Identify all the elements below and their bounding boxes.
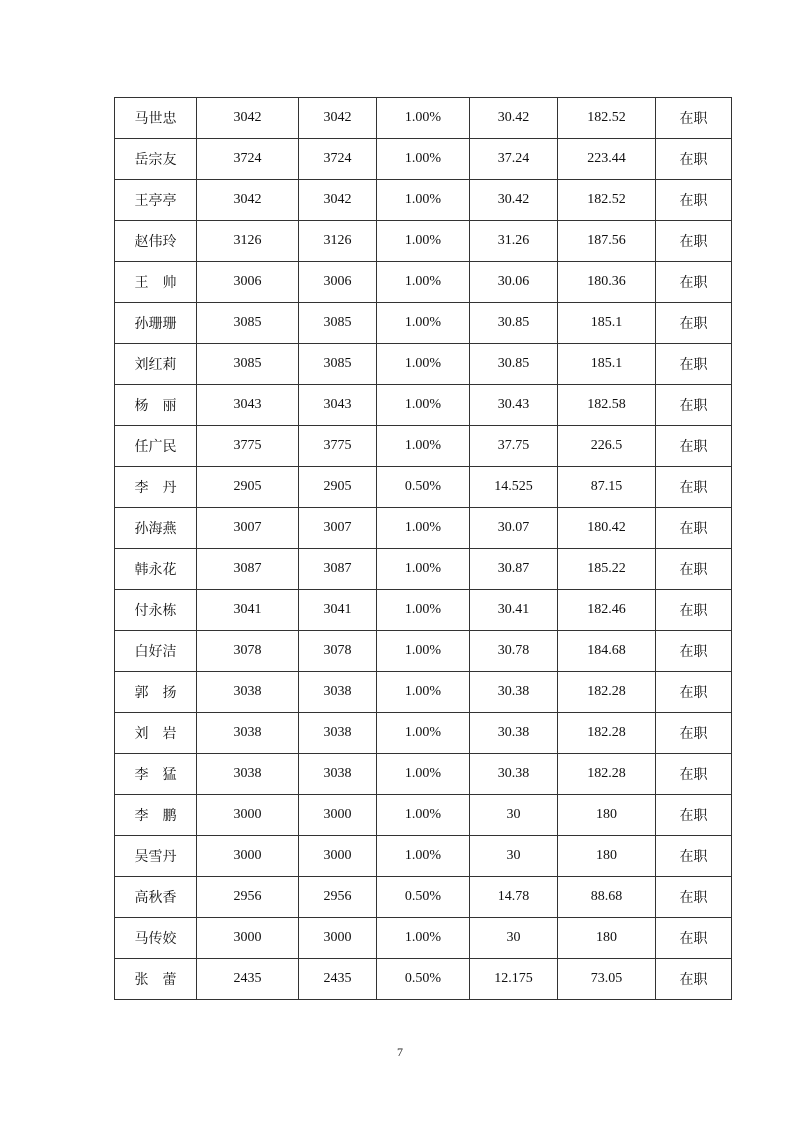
cell-status: 在职 xyxy=(656,467,732,508)
cell-status: 在职 xyxy=(656,98,732,139)
cell-monthly: 30.38 xyxy=(470,713,558,754)
cell-status: 在职 xyxy=(656,262,732,303)
cell-rate: 1.00% xyxy=(377,426,470,467)
table-row xyxy=(115,631,732,672)
cell-total: 180 xyxy=(558,795,656,836)
cell-monthly: 30.78 xyxy=(470,631,558,672)
cell-monthly: 30.41 xyxy=(470,590,558,631)
cell-monthly: 30 xyxy=(470,918,558,959)
cell-status: 在职 xyxy=(656,590,732,631)
cell-name: 付永栋 xyxy=(115,590,197,631)
cell-total: 226.5 xyxy=(558,426,656,467)
cell-status: 在职 xyxy=(656,631,732,672)
cell-total: 185.1 xyxy=(558,303,656,344)
cell-name: 岳宗友 xyxy=(115,139,197,180)
cell-monthly: 30.42 xyxy=(470,180,558,221)
cell-status: 在职 xyxy=(656,877,732,918)
cell-total: 182.28 xyxy=(558,713,656,754)
cell-base: 3087 xyxy=(197,549,299,590)
cell-status: 在职 xyxy=(656,139,732,180)
cell-status: 在职 xyxy=(656,959,732,1000)
cell-name: 王 帅 xyxy=(115,262,197,303)
cell-monthly: 37.24 xyxy=(470,139,558,180)
cell-rate: 1.00% xyxy=(377,795,470,836)
cell-rate: 1.00% xyxy=(377,713,470,754)
table-row xyxy=(115,836,732,877)
cell-rate: 1.00% xyxy=(377,139,470,180)
cell-rate: 1.00% xyxy=(377,672,470,713)
cell-amount: 3006 xyxy=(299,262,377,303)
cell-total: 182.46 xyxy=(558,590,656,631)
cell-base: 3043 xyxy=(197,385,299,426)
cell-total: 182.28 xyxy=(558,672,656,713)
cell-amount: 3724 xyxy=(299,139,377,180)
cell-total: 182.28 xyxy=(558,754,656,795)
table-row xyxy=(115,303,732,344)
cell-name: 赵伟玲 xyxy=(115,221,197,262)
cell-rate: 1.00% xyxy=(377,98,470,139)
cell-status: 在职 xyxy=(656,344,732,385)
cell-total: 185.22 xyxy=(558,549,656,590)
cell-monthly: 30.85 xyxy=(470,303,558,344)
page-number: 7 xyxy=(397,1045,403,1059)
cell-monthly: 30.06 xyxy=(470,262,558,303)
cell-monthly: 30.87 xyxy=(470,549,558,590)
cell-base: 3085 xyxy=(197,303,299,344)
cell-amount: 3000 xyxy=(299,795,377,836)
cell-base: 2956 xyxy=(197,877,299,918)
cell-total: 180 xyxy=(558,836,656,877)
cell-amount: 3038 xyxy=(299,672,377,713)
cell-name: 任广民 xyxy=(115,426,197,467)
cell-total: 187.56 xyxy=(558,221,656,262)
cell-base: 3085 xyxy=(197,344,299,385)
table-row xyxy=(115,139,732,180)
cell-total: 182.52 xyxy=(558,180,656,221)
cell-rate: 1.00% xyxy=(377,754,470,795)
cell-total: 73.05 xyxy=(558,959,656,1000)
cell-base: 2435 xyxy=(197,959,299,1000)
table-row xyxy=(115,795,732,836)
cell-monthly: 37.75 xyxy=(470,426,558,467)
cell-status: 在职 xyxy=(656,549,732,590)
cell-base: 3000 xyxy=(197,795,299,836)
cell-base: 3038 xyxy=(197,672,299,713)
cell-name: 郭 扬 xyxy=(115,672,197,713)
cell-total: 180 xyxy=(558,918,656,959)
cell-base: 3006 xyxy=(197,262,299,303)
table-row xyxy=(115,877,732,918)
cell-rate: 1.00% xyxy=(377,590,470,631)
cell-base: 3000 xyxy=(197,836,299,877)
employee-contribution-table xyxy=(114,97,732,1000)
cell-name: 杨 丽 xyxy=(115,385,197,426)
cell-amount: 3087 xyxy=(299,549,377,590)
cell-base: 3724 xyxy=(197,139,299,180)
cell-amount: 3041 xyxy=(299,590,377,631)
cell-rate: 1.00% xyxy=(377,180,470,221)
cell-monthly: 30.85 xyxy=(470,344,558,385)
cell-amount: 3000 xyxy=(299,836,377,877)
cell-rate: 0.50% xyxy=(377,467,470,508)
cell-base: 3038 xyxy=(197,754,299,795)
cell-amount: 3042 xyxy=(299,98,377,139)
cell-rate: 1.00% xyxy=(377,836,470,877)
cell-rate: 0.50% xyxy=(377,959,470,1000)
cell-status: 在职 xyxy=(656,221,732,262)
cell-amount: 2956 xyxy=(299,877,377,918)
cell-name: 李 丹 xyxy=(115,467,197,508)
cell-monthly: 31.26 xyxy=(470,221,558,262)
cell-monthly: 14.78 xyxy=(470,877,558,918)
table-row xyxy=(115,959,732,1000)
cell-status: 在职 xyxy=(656,836,732,877)
cell-name: 李 鹏 xyxy=(115,795,197,836)
cell-rate: 1.00% xyxy=(377,344,470,385)
cell-monthly: 30 xyxy=(470,795,558,836)
table-row xyxy=(115,221,732,262)
cell-name: 孙珊珊 xyxy=(115,303,197,344)
table-row xyxy=(115,672,732,713)
cell-base: 3000 xyxy=(197,918,299,959)
cell-name: 吴雪丹 xyxy=(115,836,197,877)
cell-amount: 3038 xyxy=(299,713,377,754)
cell-monthly: 30 xyxy=(470,836,558,877)
cell-total: 87.15 xyxy=(558,467,656,508)
cell-name: 马世忠 xyxy=(115,98,197,139)
table-row xyxy=(115,754,732,795)
cell-amount: 3085 xyxy=(299,344,377,385)
cell-status: 在职 xyxy=(656,672,732,713)
cell-total: 182.58 xyxy=(558,385,656,426)
cell-total: 185.1 xyxy=(558,344,656,385)
cell-amount: 3007 xyxy=(299,508,377,549)
cell-amount: 2435 xyxy=(299,959,377,1000)
cell-amount: 3000 xyxy=(299,918,377,959)
cell-rate: 1.00% xyxy=(377,385,470,426)
cell-amount: 3078 xyxy=(299,631,377,672)
cell-status: 在职 xyxy=(656,426,732,467)
cell-base: 2905 xyxy=(197,467,299,508)
cell-name: 刘 岩 xyxy=(115,713,197,754)
cell-status: 在职 xyxy=(656,918,732,959)
cell-name: 白好洁 xyxy=(115,631,197,672)
cell-status: 在职 xyxy=(656,385,732,426)
cell-status: 在职 xyxy=(656,713,732,754)
cell-base: 3038 xyxy=(197,713,299,754)
cell-amount: 3038 xyxy=(299,754,377,795)
cell-monthly: 14.525 xyxy=(470,467,558,508)
cell-monthly: 30.42 xyxy=(470,98,558,139)
cell-total: 88.68 xyxy=(558,877,656,918)
cell-total: 182.52 xyxy=(558,98,656,139)
cell-rate: 1.00% xyxy=(377,221,470,262)
cell-monthly: 30.07 xyxy=(470,508,558,549)
cell-base: 3126 xyxy=(197,221,299,262)
cell-amount: 3775 xyxy=(299,426,377,467)
cell-monthly: 12.175 xyxy=(470,959,558,1000)
cell-name: 王亭亭 xyxy=(115,180,197,221)
cell-total: 180.36 xyxy=(558,262,656,303)
table-row xyxy=(115,467,732,508)
cell-rate: 1.00% xyxy=(377,631,470,672)
cell-base: 3041 xyxy=(197,590,299,631)
cell-amount: 3043 xyxy=(299,385,377,426)
cell-status: 在职 xyxy=(656,508,732,549)
cell-status: 在职 xyxy=(656,754,732,795)
table-row xyxy=(115,180,732,221)
cell-name: 韩永花 xyxy=(115,549,197,590)
cell-total: 223.44 xyxy=(558,139,656,180)
cell-rate: 1.00% xyxy=(377,262,470,303)
table-row xyxy=(115,590,732,631)
cell-base: 3078 xyxy=(197,631,299,672)
table-row xyxy=(115,385,732,426)
cell-monthly: 30.38 xyxy=(470,754,558,795)
cell-name: 李 猛 xyxy=(115,754,197,795)
cell-base: 3042 xyxy=(197,98,299,139)
cell-amount: 3042 xyxy=(299,180,377,221)
cell-name: 马传姣 xyxy=(115,918,197,959)
document-table-container xyxy=(114,97,732,1000)
cell-total: 180.42 xyxy=(558,508,656,549)
cell-status: 在职 xyxy=(656,303,732,344)
cell-name: 张 蕾 xyxy=(115,959,197,1000)
cell-name: 高秋香 xyxy=(115,877,197,918)
table-row xyxy=(115,918,732,959)
cell-rate: 1.00% xyxy=(377,303,470,344)
cell-base: 3007 xyxy=(197,508,299,549)
cell-name: 刘红莉 xyxy=(115,344,197,385)
cell-amount: 3126 xyxy=(299,221,377,262)
table-row xyxy=(115,508,732,549)
cell-base: 3042 xyxy=(197,180,299,221)
cell-base: 3775 xyxy=(197,426,299,467)
cell-rate: 0.50% xyxy=(377,877,470,918)
cell-amount: 3085 xyxy=(299,303,377,344)
cell-total: 184.68 xyxy=(558,631,656,672)
table-row xyxy=(115,549,732,590)
cell-name: 孙海燕 xyxy=(115,508,197,549)
cell-monthly: 30.38 xyxy=(470,672,558,713)
cell-monthly: 30.43 xyxy=(470,385,558,426)
cell-status: 在职 xyxy=(656,795,732,836)
table-row xyxy=(115,426,732,467)
table-body xyxy=(115,98,732,1000)
table-row xyxy=(115,713,732,754)
cell-amount: 2905 xyxy=(299,467,377,508)
cell-rate: 1.00% xyxy=(377,508,470,549)
table-row xyxy=(115,98,732,139)
table-row xyxy=(115,344,732,385)
table-row xyxy=(115,262,732,303)
cell-status: 在职 xyxy=(656,180,732,221)
cell-rate: 1.00% xyxy=(377,918,470,959)
cell-rate: 1.00% xyxy=(377,549,470,590)
